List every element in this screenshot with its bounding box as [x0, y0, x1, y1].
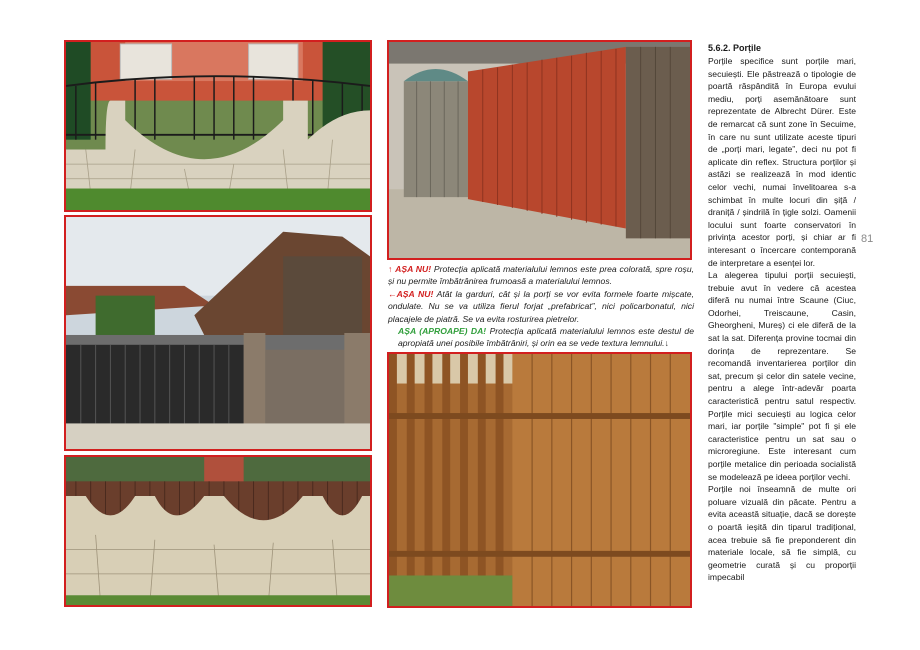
- section-title: 5.6.2. Porțile: [708, 43, 762, 53]
- photo-metal-gate: [64, 215, 372, 451]
- photo-red-plank-fence: [387, 40, 692, 260]
- photo-stone-wood-fence: [64, 455, 372, 607]
- page-number: 81: [861, 233, 874, 245]
- caption-label-yes: AȘA (APROAPE) DA!: [398, 326, 487, 337]
- caption-label-no-2: AȘA NU!: [396, 288, 434, 299]
- arrow-up-icon: ↑: [388, 264, 393, 274]
- photo-caption: [388, 263, 694, 350]
- caption-label-no-1: AȘA NU!: [395, 264, 432, 274]
- arrow-left-icon: ←: [388, 288, 397, 299]
- caption-text-2: Atât la garduri, cât și la porți se vor evita formele foarte mișcate, ondulate. Nu se va utiliza fierul forjat „prefabricat”, nici policarbonatul, nici placajele de piatră. Se va evita rosturirea pietrelor.: [388, 288, 694, 324]
- photo-natural-wood-fence: [387, 352, 692, 608]
- caption-line-2: [388, 288, 694, 325]
- paragraph-1: Porțile specifice sunt porțile mari, secuiești. Ele păstrează o tipologie de poartă răspândită în Europa evului mediu, porți asemănătoare sunt reprezentate de Albrecht Dürer. Este de remarcat că sunt zone în Secuime, în care nu sunt utilizate aceste tipuri de „porți mari, legate”, deci nu pot fi aplicate din reflex. Structura porților și astăzi se realizează în mod identic celor vechi, numai învelitoarea s-a schimbat în multe locuri din șiță / draniță / șindrilă în țigle solzi. Oamenii locului sunt foarte conservatori în privința acestor porți, și chiar ar fi interesant o încercare contemporană de interpretare a esenței lor.: [708, 56, 856, 268]
- arrow-down-icon: ↓: [664, 338, 669, 349]
- caption-text-3: Protecția aplicată materialului lemnos este destul de apropiată unei posibile îmbătrâniri, și orin ea se vede textura lemnului.: [398, 326, 694, 349]
- caption-line-1: [388, 263, 694, 288]
- paragraph-3: Porțile noi înseamnă de multe ori poluare vizuală din păcate. Pentru a evita această situație, dacă se dorește o poartă ieșită din tiparul tradițional, acea trebuie să fie preponderent din materiale locale, să fie simplă, cu geometrie curată și cu proporții impecabil: [708, 484, 856, 583]
- caption-text-1: Protecția aplicată materialului lemnos este prea colorată, spre roșu, și nu permite îmbătrânirea frumoasă a materialului lemnos.: [388, 264, 694, 287]
- paragraph-2: La alegerea tipului porții secuiești, trebuie avut în vedere că acestea diferă nu numai între Scaune (Ciuc, Odorhei, Treiscaune, Casin, Gheorgheni, Mureș) ci ele diferă de la sat la sat. Diferența provine tocmai din dorința de reprezentare. Se recomandă inventarierea porților din sat, precum și celor din satele vecine, pentru a alege într-adevăr poarta caracteristică pentru satul respectiv. Porțile mici secuiești au logica celor mari, iar porțile "simple" pot fi și ele caracteristice pentru un sat sau o microregiune. Este interesant cum porțile metalice din perioada socialistă se modelează pe ideea porților vechi.: [708, 270, 856, 482]
- photo-stone-wave-fence: [64, 40, 372, 212]
- text-column: [708, 42, 856, 584]
- caption-line-3: [388, 325, 694, 350]
